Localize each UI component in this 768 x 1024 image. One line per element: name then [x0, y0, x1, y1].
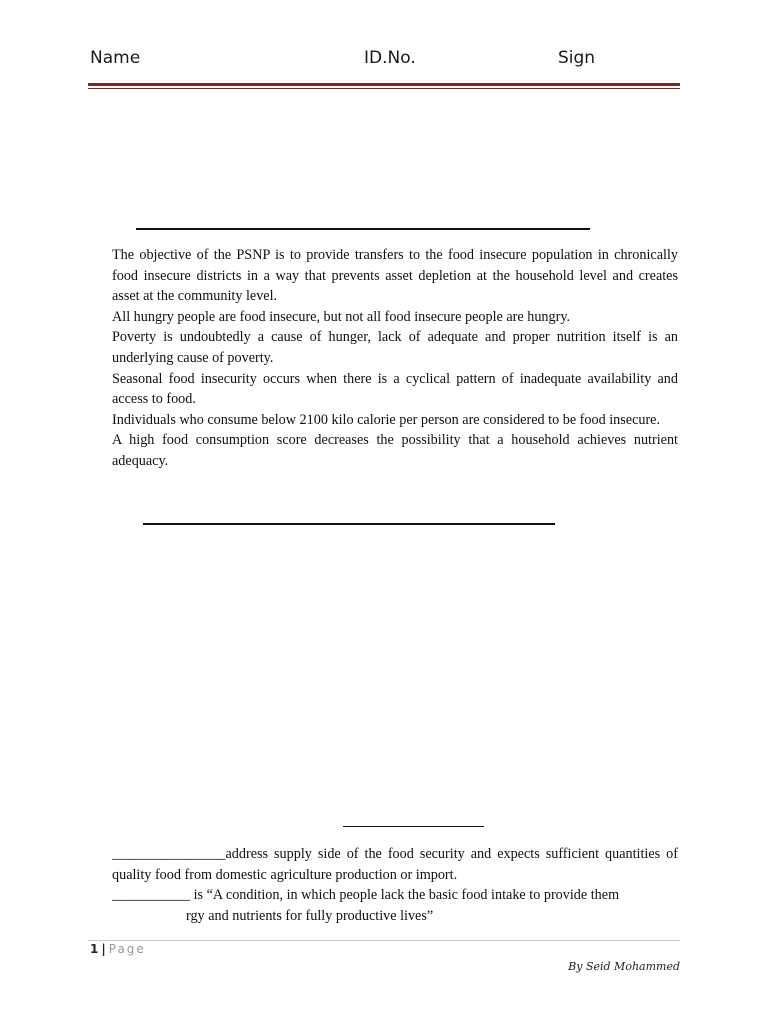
statement-2: All hungry people are food insecure, but not all food insecure people are hungry.	[112, 308, 571, 325]
footer-rule	[88, 940, 680, 941]
page-number-value: 1	[90, 942, 99, 956]
fill-in-2-continued: rgy and nutrients for fully productive lives”	[186, 907, 434, 924]
fill-in-1: ________________address supply side of the food security and expects sufficient quantities of quality food from domestic agriculture production or import.	[112, 846, 678, 883]
header-rule-thin	[88, 88, 680, 89]
page-number	[90, 942, 146, 956]
author-signature: By Seid Mohammed	[568, 960, 680, 973]
statement-5: Individuals who consume below 2100 kilo calorie per person are considered to be food insecure.	[112, 411, 661, 428]
statement-4: Seasonal food insecurity occurs when there is a cyclical pattern of inadequate availability and access to food.	[112, 370, 678, 408]
section-1-text	[112, 245, 678, 472]
page-label: Page	[108, 942, 146, 956]
statement-1: The objective of the PSNP is to provide transfers to the food insecure population in chronically food insecure districts in a way that prevents asset depletion at the household level and creates asset at the community level.	[112, 247, 678, 305]
fill-in-2: ___________ is “A condition, in which people lack the basic food intake to provide them	[112, 887, 620, 904]
statement-6: A high food consumption score decreases the possibility that a household achieves nutrient adequacy.	[112, 432, 678, 469]
section-3-text	[112, 844, 678, 926]
page-number-separator: |	[101, 942, 106, 956]
sign-label: Sign	[558, 48, 596, 68]
section-title-blank-3	[343, 826, 484, 827]
name-label: Name	[90, 48, 141, 68]
id-number-label: ID.No.	[364, 48, 416, 68]
statement-3: Poverty is undoubtedly a cause of hunger, lack of adequate and proper nutrition itself is an underlying cause of poverty.	[112, 329, 678, 366]
section-title-blank-2	[143, 523, 555, 525]
section-title-blank-1	[136, 228, 590, 230]
header-rule-thick	[88, 83, 680, 86]
